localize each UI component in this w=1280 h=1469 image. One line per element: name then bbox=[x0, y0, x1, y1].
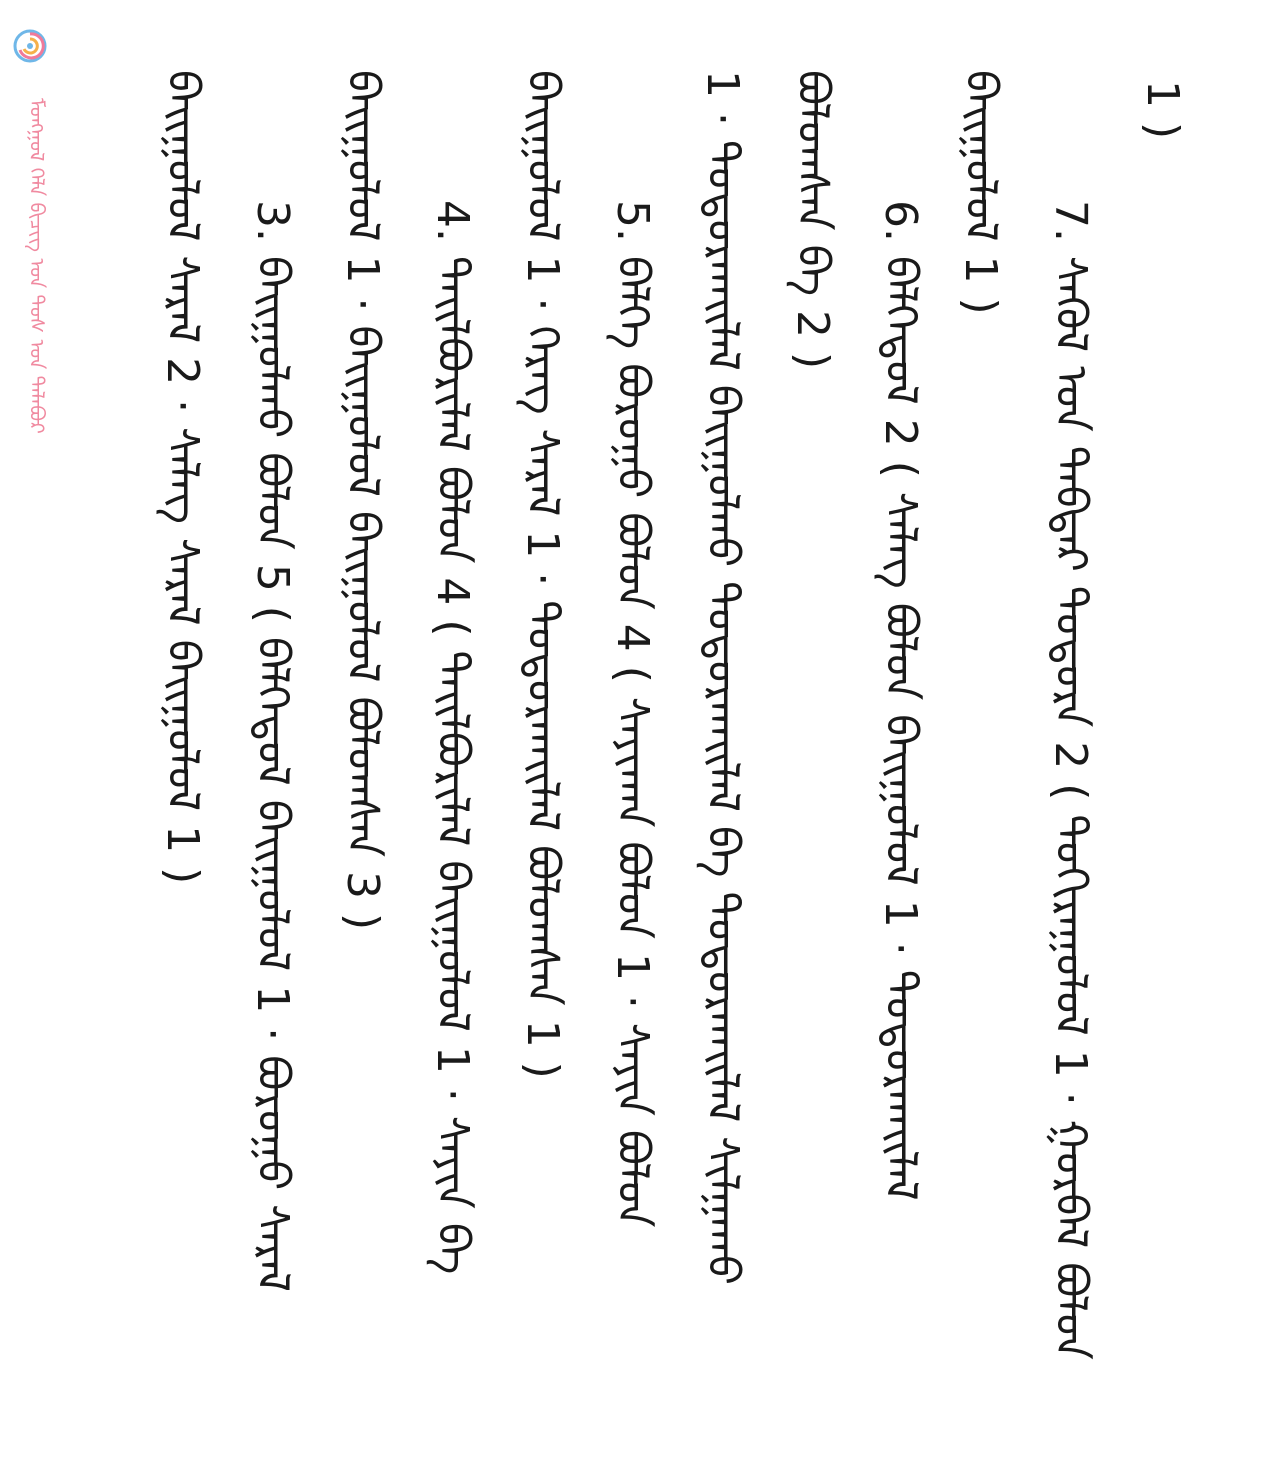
text-column: ᠪᠠᠢᠭᠤᠯᠤᠯ 1 · ᠬᠡᠷᠡᠭ ᠰᠡᠷᠡᠯ 1 · ᠲᠣᠳᠣᠷᠬᠠᠢᠯᠠᠯ ᠪᠣᠯᠤᠭᠰᠠᠨ 1 ) bbox=[517, 70, 568, 1079]
text-column: 3. ᠪᠠᠢᠭᠤᠯᠬᠤ ᠪᠣᠯᠤᠨ 5 ( ᠪᠡᠯᠭᠡᠳᠦᠯ ᠪᠠᠢᠭᠤᠯᠤᠯ 1 · ᠪᠤᠷᠤᠭᠤ ᠰᠡᠷᠡᠯ bbox=[247, 200, 298, 1292]
text-column: ᠪᠠᠢᠭᠤᠯᠤᠯ 1 · ᠪᠠᠢᠭᠤᠯᠤᠯ ᠪᠠᠢᠭᠤᠯᠤᠯ ᠪᠣᠯᠤᠭᠰᠠᠨ 3 ) bbox=[337, 70, 388, 931]
text-column: 1 ) bbox=[1137, 80, 1188, 140]
text-column: 1 · ᠲᠣᠳᠣᠷᠬᠠᠢᠯᠠᠯ ᠪᠠᠢᠭᠤᠯᠬᠤ ᠲᠣᠳᠣᠷᠬᠠᠢᠯᠠᠯ ᠪᠠ ᠲᠣᠳᠣᠷᠬᠠᠢᠯᠠᠯ ᠰᠢᠯᠭᠠᠬᠤ bbox=[697, 70, 748, 1286]
text-column: ᠪᠠᠢᠭᠤᠯᠤᠯ ᠰᠡᠷᠡᠯ 2 · ᠰᠡᠯᠡᠭ ᠰᠡᠷᠡᠯ ᠪᠠᠢᠭᠤᠯᠤᠯ 1 ) bbox=[157, 70, 208, 885]
watermark-text: ᠮᠣᠩᠭᠣᠯ ᠬᠡᠯᠡ ᠪᠢᠴᠢᠭ ᠤᠨ ᠲᠤᠰ ᠤᠨ ᠲᠠᠯᠠᠪᠤᠷ bbox=[25, 98, 49, 434]
text-column: 6. ᠪᠡᠯᠭᠡᠳᠦᠯ 2 ( ᠰᠡᠯᠡᠭ ᠪᠣᠯᠤᠨ ᠪᠠᠢᠭᠤᠯᠤᠯ 1 · ᠲᠣᠳᠣᠷᠬᠠᠢᠯᠠᠯ bbox=[875, 200, 926, 1201]
text-column: ᠪᠠᠢᠭᠤᠯᠤᠯ 1 ) bbox=[955, 70, 1006, 315]
watermark bbox=[8, 28, 68, 588]
text-column: 4. ᠲᠠᠢᠯᠪᠤᠷᠢᠯᠠᠯ ᠪᠣᠯᠤᠨ 4 ( ᠲᠠᠢᠯᠪᠤᠷᠢᠯᠠᠯ ᠪᠠᠢᠭᠤᠯᠤᠯ 1 · ᠰᠠᠶᠢᠨ ᠪᠠ bbox=[427, 200, 478, 1275]
text-column: ᠪᠣᠯᠤᠭᠰᠠᠨ ᠪᠠ 2 ) bbox=[787, 70, 838, 370]
swirl-logo-icon bbox=[12, 28, 48, 64]
text-column: 5. ᠪᠡᠯᠭᠡ ᠪᠤᠷᠤᠭᠤ ᠪᠣᠯᠤᠨ 4 ( ᠰᠠᠶᠢᠬᠠᠨ ᠪᠣᠯᠤᠨ 1 · ᠰᠠᠶᠢᠨ ᠪᠣᠯᠤᠨ bbox=[607, 200, 658, 1228]
text-column: 7. ᠰᠡᠭᠦᠯ ᠤᠨ ᠳᠡᠪᠲᠡᠷ ᠳᠣᠲᠣᠷᠠ 2 ( ᠲᠤᠬᠢᠷᠠᠭᠤᠯᠤᠯ 1 · ᠭᠤᠷᠪᠠᠯ ᠪᠣᠯᠤᠨ bbox=[1045, 200, 1096, 1360]
